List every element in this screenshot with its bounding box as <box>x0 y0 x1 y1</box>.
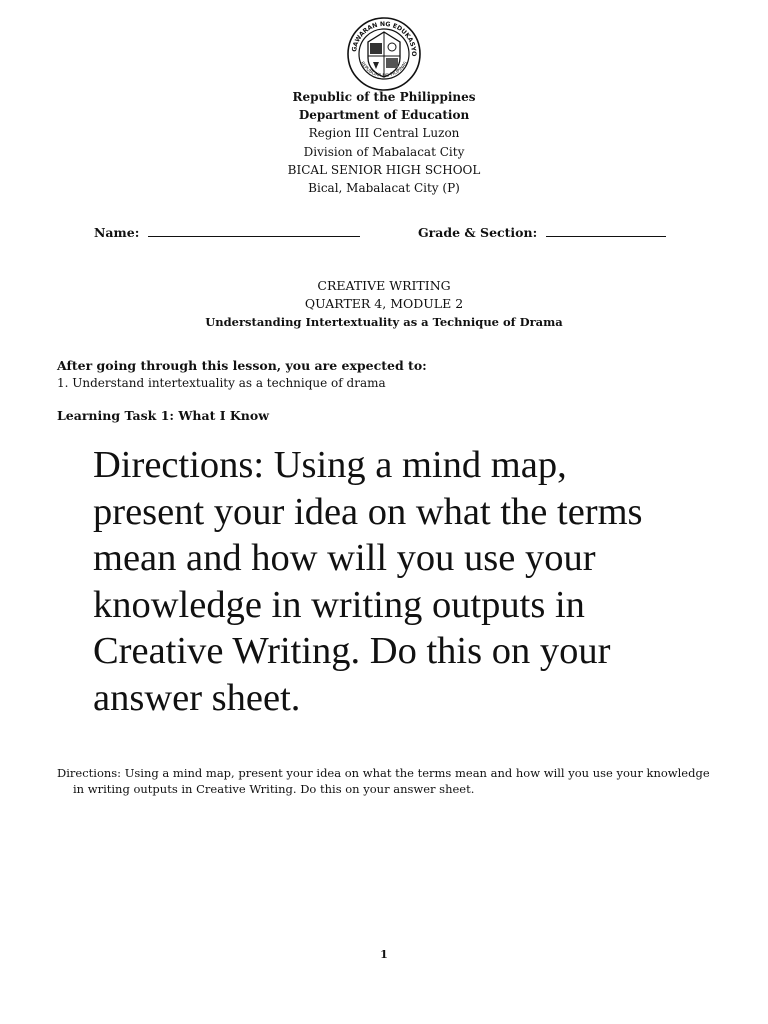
school-header <box>0 88 768 197</box>
learning-task-title: Learning Task 1: What I Know <box>57 408 269 423</box>
division-line: Division of Mabalacat City <box>303 144 465 159</box>
objective-item: 1. Understand intertextuality as a technique of drama <box>57 376 386 390</box>
seal-text-top: GAWARAN NG EDUKASYO <box>351 20 418 57</box>
quarter-module: QUARTER 4, MODULE 2 <box>304 296 464 311</box>
grade-section-field <box>418 224 666 240</box>
name-label: Name: <box>94 225 140 240</box>
module-title: Understanding Intertextuality as a Technique of Drama <box>205 315 563 329</box>
name-field <box>94 224 360 240</box>
course-heading <box>0 277 768 331</box>
seal-graphic <box>346 16 422 92</box>
directions-text: Directions: Using a mind map, present your idea on what the terms mean and how will you use your knowledge in writing outputs in Creative Writing. Do this on your answer sheet. <box>57 766 710 796</box>
republic-line: Republic of the Philippines <box>292 90 476 104</box>
page-number: 1 <box>380 948 388 961</box>
region-line: Region III Central Luzon <box>308 126 460 141</box>
seal-text-bottom: REPUBLIKA NG PILIPINAS <box>359 61 409 79</box>
school-address: Bical, Mabalacat City (P) <box>308 181 460 196</box>
grade-section-label: Grade & Section: <box>418 225 538 240</box>
department-line: Department of Education <box>298 108 470 123</box>
grade-section-blank-line[interactable] <box>546 224 666 237</box>
large-directions-text: Directions: Using a mind map, present your idea on what the terms mean and how will you use your knowledge in writing outputs in Creative Writing. Do this on your answer sheet. <box>93 444 643 719</box>
deped-seal-logo <box>346 16 422 92</box>
name-blank-line[interactable] <box>148 224 360 237</box>
school-name: BICAL SENIOR HIGH SCHOOL <box>287 162 481 177</box>
objectives-intro: After going through this lesson, you are expected to: <box>57 358 427 373</box>
subject-title: CREATIVE WRITING <box>317 278 451 293</box>
